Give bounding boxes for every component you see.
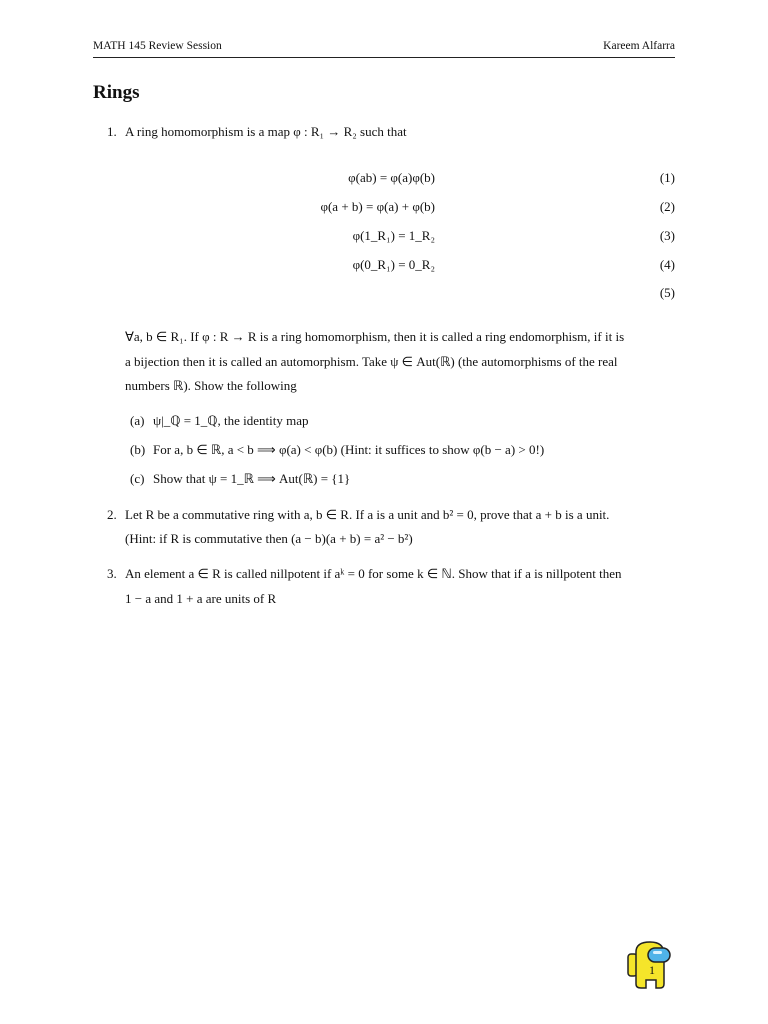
equation-4-tag: (4) <box>659 257 675 272</box>
equation-2-tag: (2) <box>659 199 675 214</box>
equation-1: φ(ab) = φ(a)φ(b) <box>348 170 435 185</box>
problem-2-line-2: (Hint: if R is commutative then (a − b)(a + b) = a² − b²) <box>125 531 413 546</box>
problem-1-body-line-2: a bijection then it is called an automorphism. Take ψ ∈ Aut(ℝ) (the automorphisms of the real <box>125 354 618 369</box>
page-header <box>93 39 675 58</box>
problem-3-line-1: An element a ∈ R is called nillpotent if aᵏ = 0 for some k ∈ ℕ. Show that if a is nillpotent then <box>125 566 622 581</box>
part-b-text: For a, b ∈ ℝ, a < b ⟹ φ(a) < φ(b) (Hint: it suffices to show φ(b − a) > 0!) <box>153 442 545 457</box>
problem-2-line-1: Let R be a commutative ring with a, b ∈ R. If a is a unit and b² = 0, prove that a + b is a unit. <box>125 507 610 522</box>
part-a-text: ψ|_ℚ = 1_ℚ, the identity map <box>153 413 309 428</box>
problem-2-number: 2. <box>107 507 117 522</box>
section-title: Rings <box>93 82 140 103</box>
problem-3-number: 3. <box>107 566 117 581</box>
problem-1-number: 1. <box>107 124 117 139</box>
problem-1-body-line-1: ∀a, b ∈ R₁. If φ : R → R is a ring homomorphism, then it is called a ring endomorphism, if it is <box>125 329 625 344</box>
part-b-label: (b) <box>130 442 146 457</box>
part-c-label: (c) <box>130 471 145 486</box>
problem-3-line-2: 1 − a and 1 + a are units of R <box>125 591 277 606</box>
equation-3-tag: (3) <box>659 228 675 243</box>
problem-1-intro: A ring homomorphism is a map φ : R₁ → R₂ such that <box>125 124 407 139</box>
equation-4: φ(0_R₁) = 0_R₂ <box>352 257 435 272</box>
equation-1-tag: (1) <box>659 170 675 185</box>
equation-3: φ(1_R₁) = 1_R₂ <box>352 228 435 243</box>
part-c-text: Show that ψ = 1_ℝ ⟹ Aut(ℝ) = {1} <box>153 471 351 486</box>
problem-1-body-line-3: numbers ℝ). Show the following <box>125 378 297 393</box>
equation-2: φ(a + b) = φ(a) + φ(b) <box>320 199 435 214</box>
header-author: Kareem Alfarra <box>603 40 675 52</box>
page-number: 1 <box>649 963 655 977</box>
header-course: MATH 145 Review Session <box>93 40 222 52</box>
part-a-label: (a) <box>130 413 145 428</box>
equation-5-tag: (5) <box>659 285 675 300</box>
